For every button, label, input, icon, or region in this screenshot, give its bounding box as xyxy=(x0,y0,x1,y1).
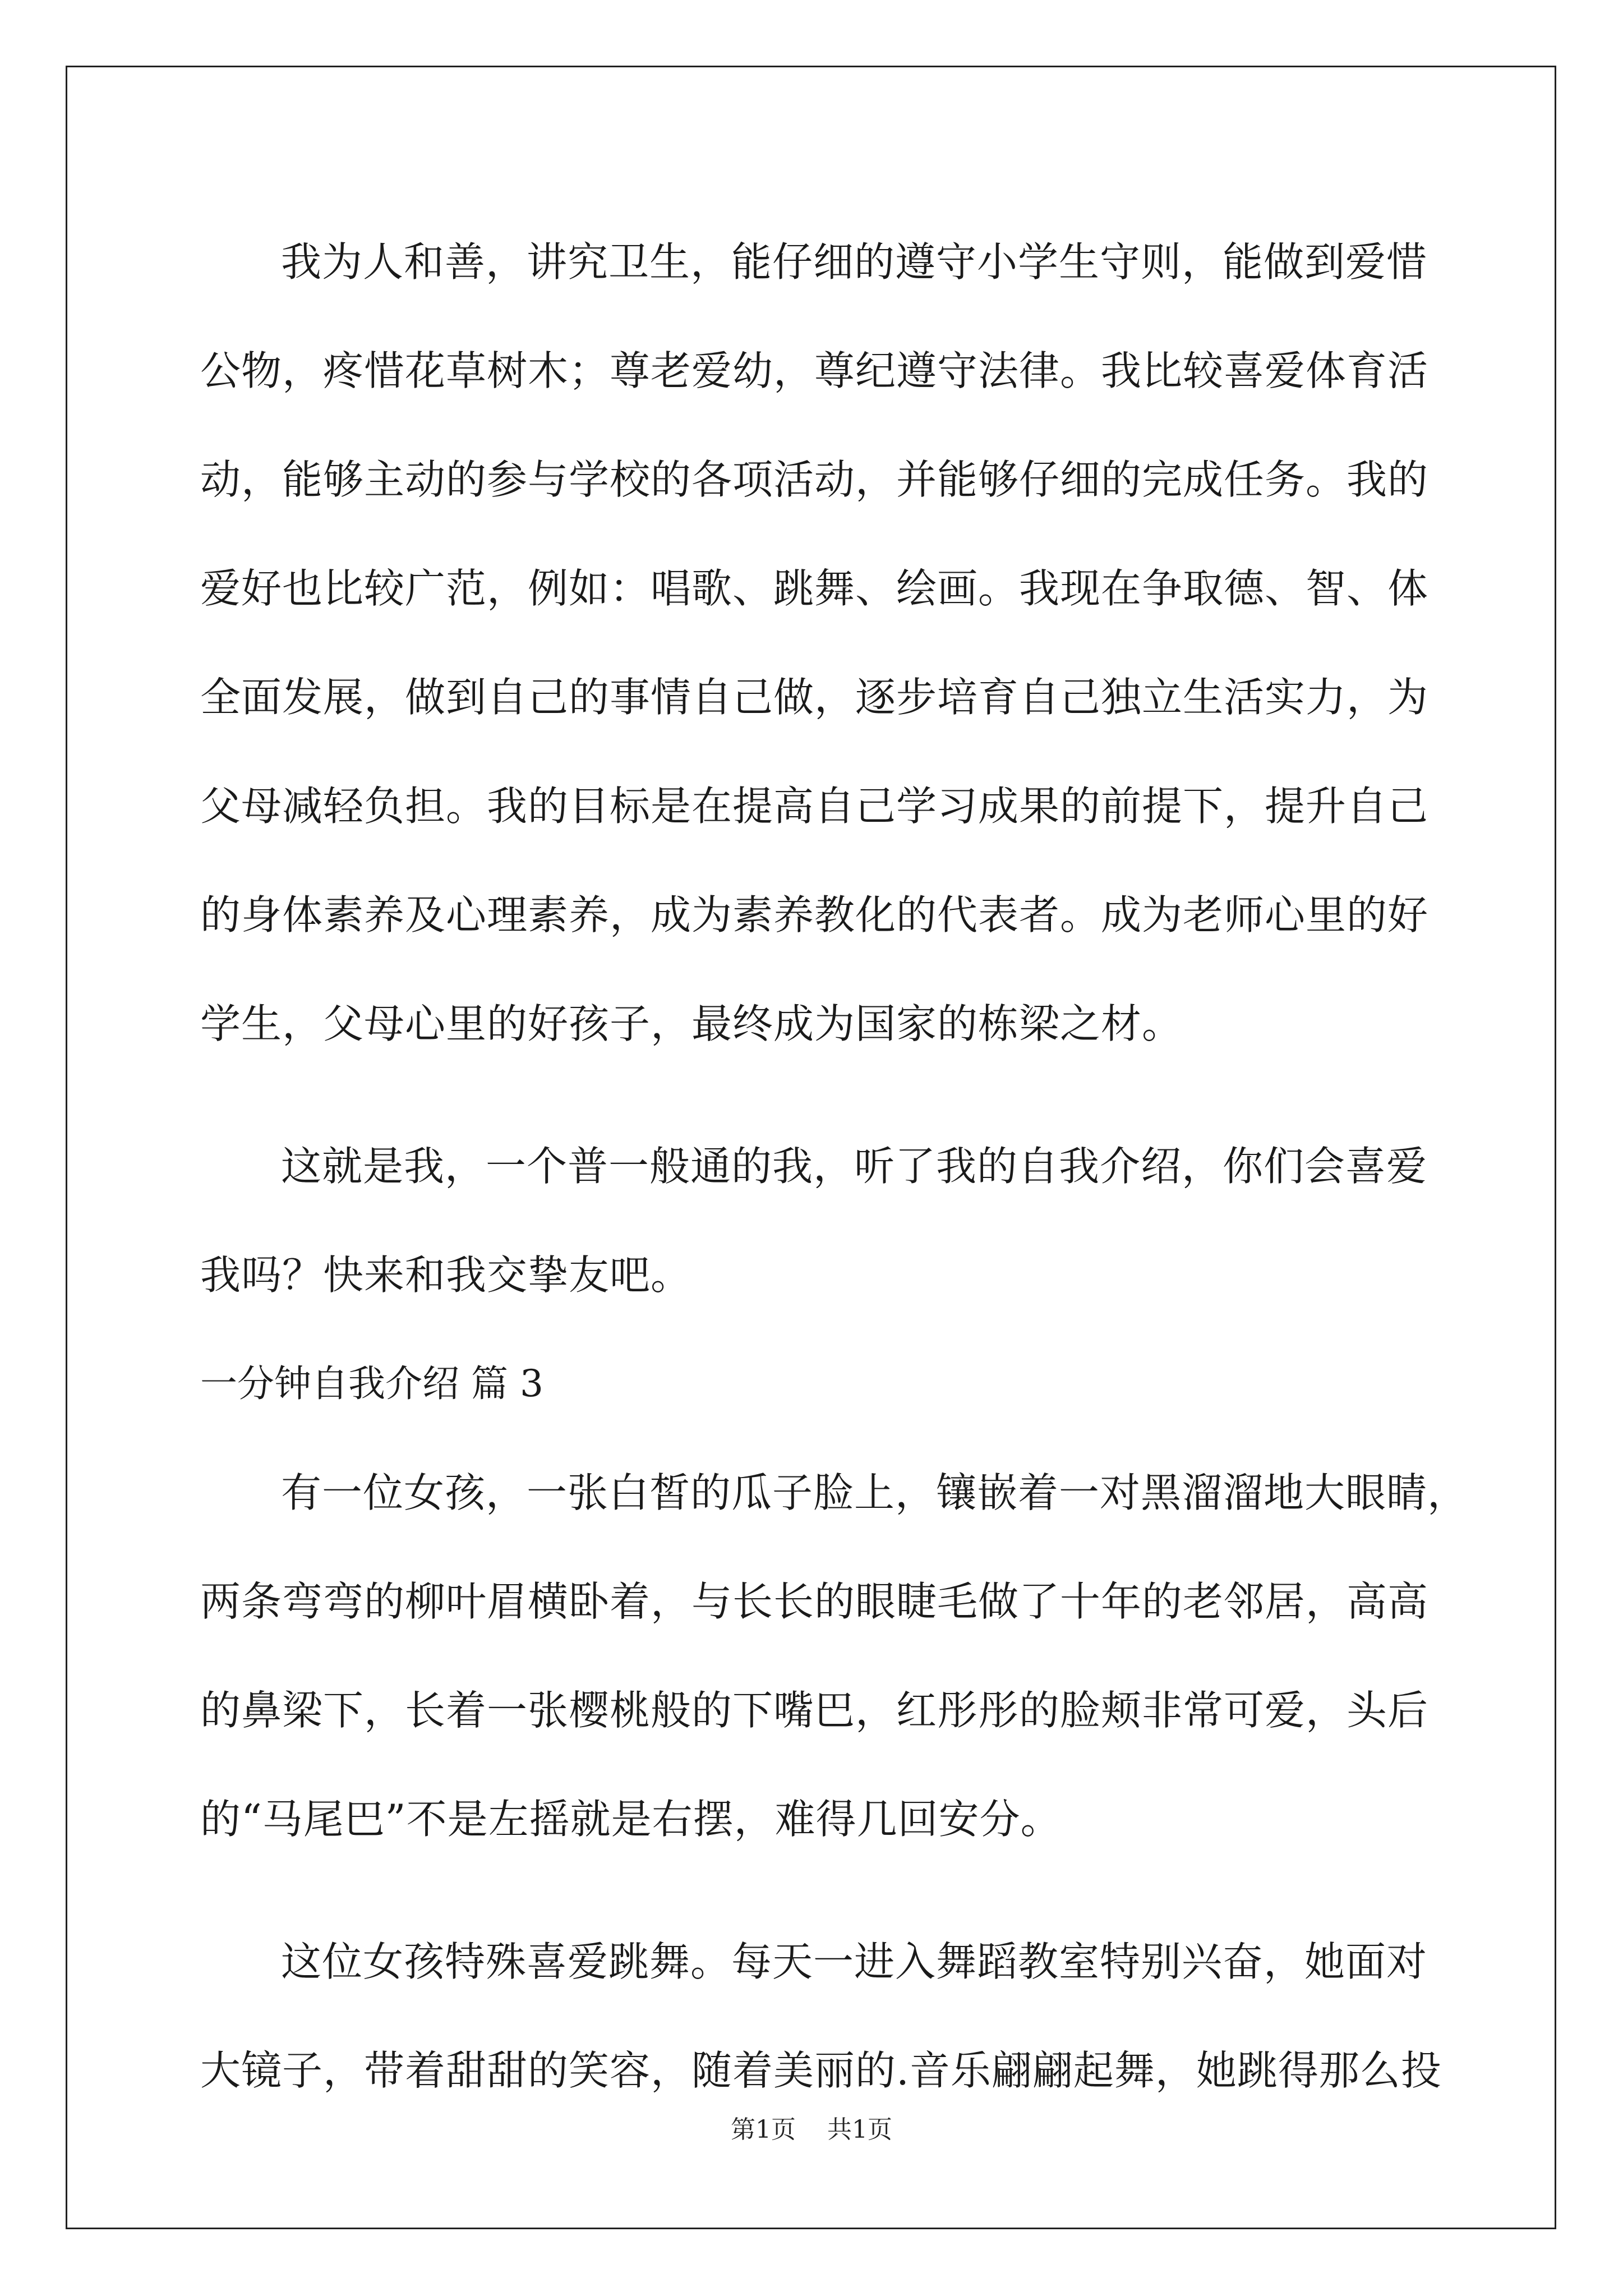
text-line: 的鼻梁下，长着一张樱桃般的下嘴巴，红彤彤的脸颊非常可爱，头后 xyxy=(200,1687,1429,1734)
text-line: 有一位女孩，一张白皙的瓜子脸上，镶嵌着一对黑溜溜地大眼睛， xyxy=(281,1469,1469,1516)
text-line: 这位女孩特殊喜爱跳舞。每天一进入舞蹈教室特别兴奋，她面对 xyxy=(281,1938,1428,1985)
paragraph xyxy=(200,208,1434,1078)
section-heading: 一分钟自我介绍 篇 3 xyxy=(200,1362,543,1405)
text-line: 我为人和善，讲究卫生，能仔细的遵守小学生守则，能做到爱惜 xyxy=(281,238,1428,286)
text-line: 我吗？快来和我交挚友吧。 xyxy=(200,1251,692,1299)
paragraph xyxy=(200,1112,1434,1329)
text-line: 爱好也比较广范，例如：唱歌、跳舞、绘画。我现在争取德、智、体 xyxy=(200,565,1429,612)
text-line: 两条弯弯的柳叶眉横卧着，与长长的眼睫毛做了十年的老邻居，高高 xyxy=(200,1578,1429,1625)
text-line: 公物，疼惜花草树木；尊老爱幼，尊纪遵守法律。我比较喜爱体育活 xyxy=(200,347,1429,394)
text-line: 父母减轻负担。我的目标是在提高自己学习成果的前提下，提升自己 xyxy=(200,783,1429,830)
text-line: 这就是我，一个普一般通的我，听了我的自我介绍，你们会喜爱 xyxy=(281,1143,1428,1190)
paragraph xyxy=(200,1907,1442,2125)
text-line: 动，能够主动的参与学校的各项活动，并能够仔细的完成任务。我的 xyxy=(200,456,1429,503)
paragraph-gap xyxy=(200,1874,1434,1907)
page-number: 第1页 xyxy=(731,2115,796,2144)
page-footer xyxy=(0,2109,1623,2145)
text-line: 的身体素养及心理素养，成为素养教化的代表者。成为老师心里的好 xyxy=(200,891,1429,938)
text-line: 学生，父母心里的好孩子，最终成为国家的栋梁之材。 xyxy=(200,1000,1183,1047)
text-line: 的“马尾巴”不是左摇就是右摆，难得几回安分。 xyxy=(200,1796,1062,1843)
page-total: 共1页 xyxy=(827,2115,892,2144)
document-body xyxy=(200,208,1469,2125)
paragraph xyxy=(200,1438,1469,1874)
text-line: 全面发展，做到自己的事情自己做，逐步培育自己独立生活实力，为 xyxy=(200,674,1429,721)
paragraph-gap xyxy=(200,1078,1434,1112)
text-line: 大镜子，带着甜甜的笑容，随着美丽的.音乐翩翩起舞，她跳得那么投 xyxy=(200,2047,1442,2094)
